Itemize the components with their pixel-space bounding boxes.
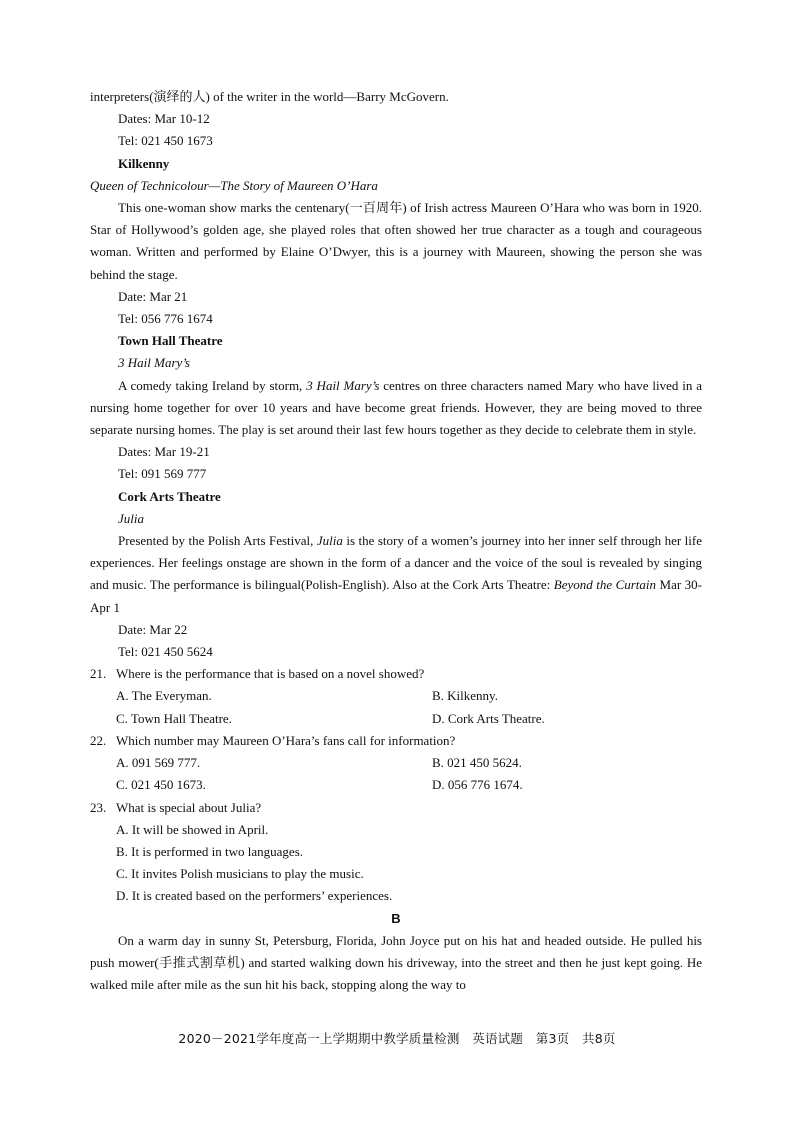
- question-23: [90, 797, 702, 819]
- question-22-options: [90, 752, 702, 796]
- option-a[interactable]: A. The Everyman.: [116, 688, 212, 704]
- event-venue: Town Hall Theatre: [118, 333, 223, 349]
- event-dates: Date: Mar 22: [118, 621, 188, 637]
- option-b[interactable]: B. 021 450 5624.: [432, 755, 522, 771]
- event-description: This one-woman show marks the centenary(一百周年) of Irish actress Maureen O’Hara who was born in 1920. Star of Hollywood’s golden age, she played roles that often showed her true character as a tough and courageous woman. Written and performed by Elaine O’Dwyer, this is a journey with Maureen, showing the person she was behind the stage.: [90, 200, 702, 282]
- option-a[interactable]: A. 091 569 777.: [116, 755, 201, 771]
- section-b-passage: On a warm day in sunny St, Petersburg, Florida, John Joyce put on his hat and headed outside. He pulled his push mower(手推式割草机) and started walking down his driveway, into the street and then he just kept going. He walked mile after mile as the sun hit his back, stopping along the way to: [90, 932, 702, 993]
- event-description: A comedy taking Ireland by storm, 3 Hail Mary’s centres on three characters named Mary who have lived in a nursing home together for over 10 years and have become great friends. However, they are being moved to three separate nursing homes. The play is set around their last few hours together as they decide to celebrate them in style.: [90, 377, 702, 438]
- event-venue: Kilkenny: [118, 155, 170, 171]
- event-venue: Cork Arts Theatre: [118, 488, 221, 504]
- question-text: What is special about Julia?: [116, 799, 262, 815]
- question-text: Which number may Maureen O’Hara’s fans call for information?: [116, 732, 456, 748]
- option-b[interactable]: B. It is performed in two languages.: [116, 843, 304, 859]
- question-text: Where is the performance that is based on a novel showed?: [116, 666, 425, 682]
- section-label: B: [391, 910, 401, 926]
- option-b[interactable]: B. Kilkenny.: [432, 688, 498, 704]
- option-c[interactable]: C. Town Hall Theatre.: [116, 710, 232, 726]
- option-d[interactable]: D. 056 776 1674.: [432, 777, 523, 793]
- event-dates: Dates: Mar 19-21: [118, 444, 210, 460]
- event-show-title: Queen of Technicolour—The Story of Maureen O’Hara: [90, 177, 378, 193]
- question-22: [90, 730, 702, 752]
- option-d[interactable]: D. Cork Arts Theatre.: [432, 710, 545, 726]
- event-dates: Date: Mar 21: [118, 288, 188, 304]
- question-number: 22.: [90, 732, 107, 748]
- event-description: Presented by the Polish Arts Festival, Julia is the story of a women’s journey into her inner self through her life experiences. Her feelings onstage are shown in the form of a dancer and the voice of the soul is revealed by singing and music. The performance is bilingual(Polish-English). Also at the Cork Arts Theatre: Beyond the Curtain Mar 30-Apr 1: [90, 533, 703, 615]
- event-tel: Tel: 021 450 1673: [118, 133, 213, 149]
- event-tel: Tel: 091 569 777: [118, 466, 207, 482]
- option-a[interactable]: A. It will be showed in April.: [116, 821, 269, 837]
- option-c[interactable]: C. 021 450 1673.: [116, 777, 206, 793]
- question-number: 23.: [90, 799, 107, 815]
- question-21-options: [90, 685, 702, 729]
- question-21: [90, 663, 702, 685]
- page-content: [90, 86, 702, 996]
- event-tel: Tel: 056 776 1674: [118, 311, 213, 327]
- continued-line: interpreters(演绎的人) of the writer in the world—Barry McGovern.: [90, 89, 449, 104]
- option-d[interactable]: D. It is created based on the performers’ experiences.: [116, 888, 393, 904]
- event-dates: Dates: Mar 10-12: [118, 111, 210, 127]
- page-footer: 2020－2021学年度高一上学期期中教学质量检测 英语试题 第3页 共8页: [178, 1031, 616, 1046]
- question-number: 21.: [90, 666, 107, 682]
- event-tel: Tel: 021 450 5624: [118, 644, 213, 660]
- option-c[interactable]: C. It invites Polish musicians to play the music.: [116, 866, 364, 882]
- event-show-title: Julia: [118, 510, 144, 526]
- event-show-title: 3 Hail Mary’s: [118, 355, 190, 371]
